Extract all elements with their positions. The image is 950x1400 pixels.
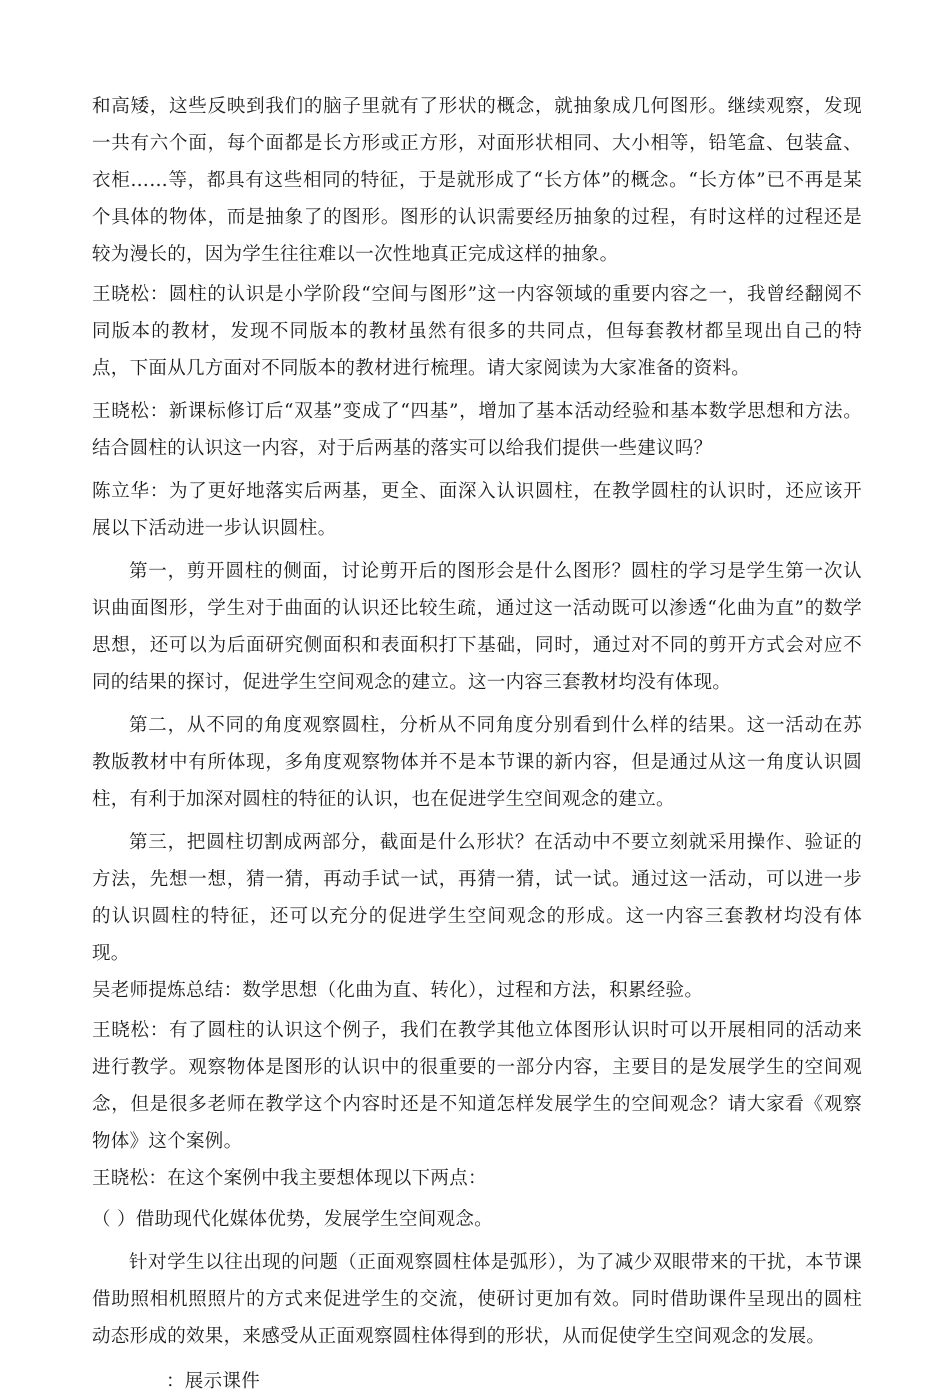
paragraph-wang-observing-objects: 王晓松：有了圆柱的认识这个例子，我们在教学其他立体图形认识时可以开展相同的活动来进行教学。观察物体是图形的认识中的很重要的一部分内容，主要目的是发展学生的空间观念，但是很多老师在教学这个内容时还是不知道怎样发展学生的空间观念？请大家看《观察物体》这个案例。 (92, 1020, 862, 1152)
paragraph-second-activity: 第二，从不同的角度观察圆柱，分析从不同角度分别看到什么样的结果。这一活动在苏教版教材中有所体现，多角度观察物体并不是本节课的新内容，但是通过从这一角度认识圆柱，有利于加深对圆柱的特征的认识，也在促进学生空间观念的建立。 (92, 715, 862, 810)
paragraph-rectangular-prism-abstraction: 和高矮，这些反映到我们的脑子里就有了形状的概念，就抽象成几何图形。继续观察，发现一共有六个面，每个面都是长方形或正方形，对面形状相同、大小相等，铅笔盒、包装盒、衣柜……等，都具有这些相同的特征，于是就形成了“长方体”的概念。“长方体”已不再是某个具体的物体，而是抽象了的图形。图形的认识需要经历抽象的过程，有时这样的过程还是较为漫长的，因为学生往往难以一次性地真正完成这样的抽象。 (92, 96, 862, 265)
paragraph-wang-two-points: 王晓松：在这个案例中我主要想体现以下两点： (92, 1168, 487, 1189)
paragraph-third-activity: 第三，把圆柱切割成两部分，截面是什么形状？在活动中不要立刻就采用操作、验证的方法，先想一想，猜一猜，再动手试一试，再猜一猜，试一试。通过这一活动，可以进一步的认识圆柱的特征，还可以充分的促进学生空间观念的形成。这一内容三套教材均没有体现。 (92, 832, 862, 964)
list-item-modern-media: （ ）借助现代化媒体优势，发展学生空间观念。 (92, 1209, 493, 1230)
paragraph-chen-activities-intro: 陈立华：为了更好地落实后两基，更全、面深入认识圆柱，在教学圆柱的认识时，还应该开展以下活动进一步认识圆柱。 (92, 481, 862, 539)
paragraph-show-courseware: ：展示课件 (166, 1371, 261, 1392)
paragraph-wang-four-basics-question: 王晓松：新课标修订后“双基”变成了“四基”，增加了基本活动经验和基本数学思想和方法。结合圆柱的认识这一内容，对于后两基的落实可以给我们提供一些建议吗？ (92, 401, 862, 459)
paragraph-wang-textbook-comparison: 王晓松：圆柱的认识是小学阶段“空间与图形”这一内容领域的重要内容之一，我曾经翻阅不同版本的教材，发现不同版本的教材虽然有很多的共同点，但每套教材都呈现出自己的特点，下面从几方面对不同版本的教材进行梳理。请大家阅读为大家准备的资料。 (92, 284, 862, 379)
paragraph-first-activity: 第一，剪开圆柱的侧面，讨论剪开后的图形会是什么图形？圆柱的学习是学生第一次认识曲面图形，学生对于曲面的认识还比较生疏，通过这一活动既可以渗透“化曲为直”的数学思想，还可以为后面研究侧面积和表面积打下基础，同时，通过对不同的剪开方式会对应不同的结果的探讨，促进学生空间观念的建立。这一内容三套教材均没有体现。 (92, 561, 862, 693)
paragraph-wu-summary: 吴老师提炼总结：数学思想（化曲为直、转化），过程和方法，积累经验。 (92, 980, 704, 1001)
document-page (92, 88, 862, 1400)
paragraph-camera-photo-method: 针对学生以往出现的问题（正面观察圆柱体是弧形），为了减少双眼带来的干扰，本节课借助照相机照照片的方式来促进学生的交流，使研讨更加有效。同时借助课件呈现出的圆柱动态形成的效果，来感受从正面观察圆柱体得到的形状，从而促使学生空间观念的发展。 (92, 1252, 862, 1347)
